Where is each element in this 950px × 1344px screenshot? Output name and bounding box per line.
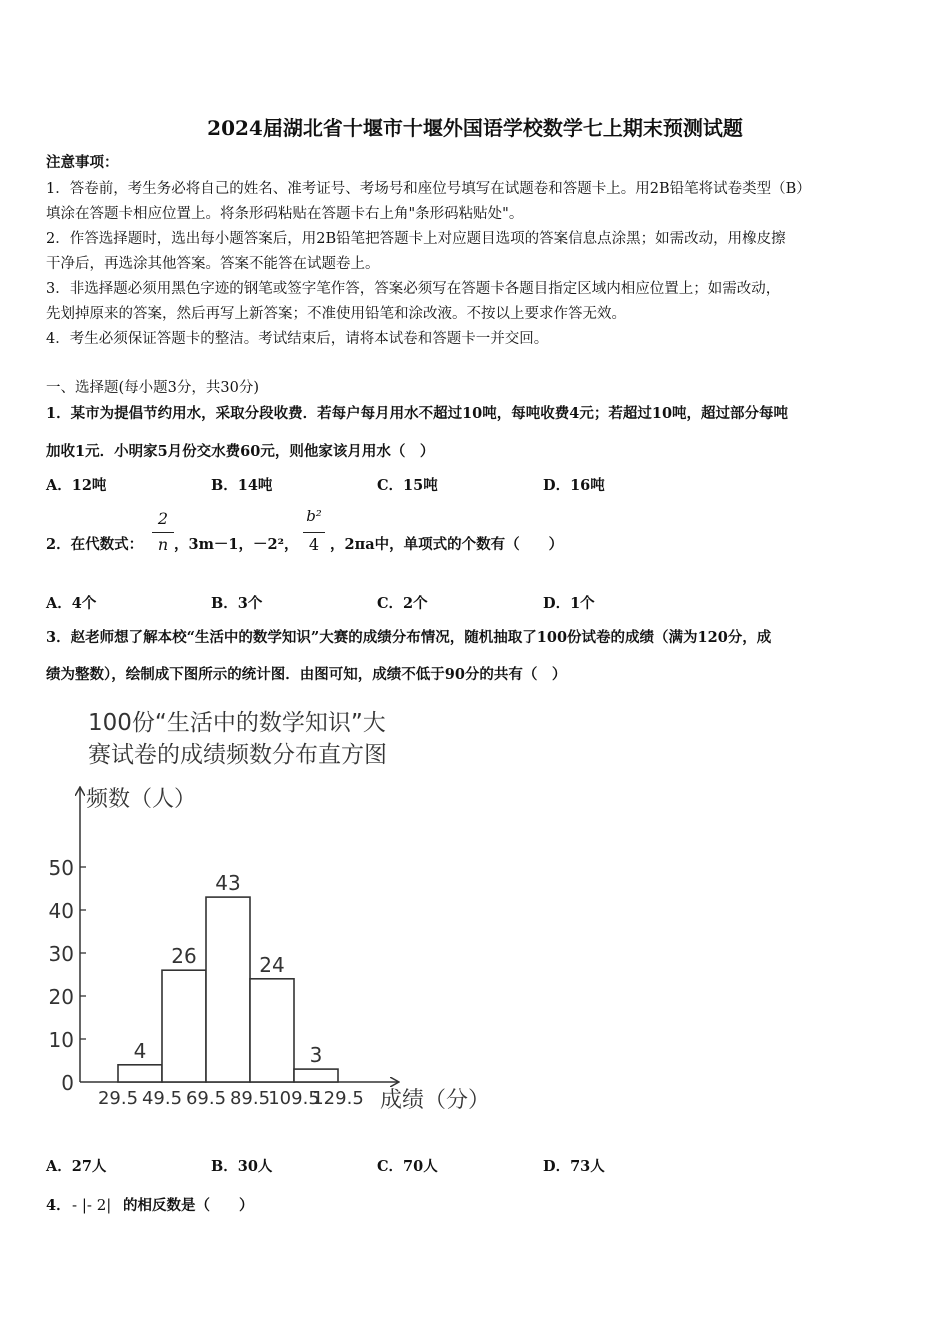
histogram-bar — [206, 897, 250, 1082]
notice-line: 填涂在答题卡相应位置上。将条形码粘贴在答题卡右上角"条形码粘贴处"。 — [46, 206, 524, 222]
histogram-chart — [40, 700, 520, 1120]
fraction-1-bar — [152, 532, 174, 533]
q3-option-c: C．70人 — [377, 1158, 438, 1175]
y-tick-label: 50 — [48, 856, 74, 880]
bar-value-label: 43 — [215, 871, 241, 896]
question-1-line-1: 1．某市为提倡节约用水，采取分段收费．若每户每月用水不超过10吨，每吨收费4元；若超过10吨，超过部分每吨 — [46, 405, 789, 422]
fraction-2-bar — [303, 532, 325, 533]
chart-y-label: 频数（人） — [86, 787, 197, 812]
fraction-2-denominator: 4 — [308, 535, 320, 554]
bar-value-label: 3 — [309, 1043, 323, 1068]
q1-option-c: C．15吨 — [377, 477, 438, 494]
x-tick-label: 109.5 — [268, 1088, 320, 1109]
x-tick-label: 69.5 — [185, 1088, 227, 1109]
question-4-expression: - |- 2| — [72, 1196, 112, 1214]
fraction-1-denominator: n — [157, 535, 169, 554]
q2-option-a: A．4个 — [46, 595, 97, 612]
q2-option-b: B．3个 — [211, 595, 263, 612]
notice-line: 4．考生必须保证答题卡的整洁。考试结束后，请将本试卷和答题卡一并交回。 — [46, 331, 549, 347]
histogram-bar — [162, 970, 206, 1082]
y-tick-label: 10 — [48, 1028, 74, 1052]
q1-option-b: B．14吨 — [211, 477, 273, 494]
chart-title-line-1: 100份“生活中的数学知识”大 — [88, 710, 386, 736]
q2-option-c: C．2个 — [377, 595, 428, 612]
y-tick-label: 30 — [48, 942, 74, 966]
chart-x-label: 成绩（分） — [380, 1088, 491, 1113]
notice-line: 1．答卷前，考生务必将自己的姓名、准考证号、考场号和座位号填写在试题卷和答题卡上。用2B铅笔将试卷类型（B） — [46, 181, 811, 197]
histogram-bar — [118, 1065, 162, 1082]
question-2-mid: ，3m－1，－2²， — [174, 536, 299, 553]
bar-value-label: 4 — [133, 1038, 147, 1063]
question-4-number: 4． — [46, 1197, 71, 1214]
chart-title-line-2: 赛试卷的成绩频数分布直方图 — [88, 742, 387, 768]
q3-option-d: D．73人 — [543, 1158, 605, 1175]
q3-option-b: B．30人 — [211, 1158, 273, 1175]
question-3-line-1: 3．赵老师想了解本校“生活中的数学知识”大赛的成绩分布情况，随机抽取了100份试卷的成绩（满为120分，成 — [46, 629, 772, 646]
q1-option-d: D．16吨 — [543, 477, 605, 494]
question-2-suffix: ，2πa中，单项式的个数有（ ） — [330, 536, 564, 553]
notice-line: 2．作答选择题时，选出每小题答案后，用2B铅笔把答题卡上对应题目选项的答案信息点涂黑；如需改动，用橡皮擦 — [46, 231, 786, 247]
notice-heading: 注意事项： — [46, 154, 119, 171]
question-4-suffix: 的相反数是（ ） — [123, 1197, 254, 1214]
notice-line: 3．非选择题必须用黑色字迹的钢笔或签字笔作答，答案必须写在答题卡各题目指定区域内相应位置上；如需改动， — [46, 281, 781, 297]
notice-line: 先划掉原来的答案，然后再写上新答案；不准使用铅笔和涂改液。不按以上要求作答无效。 — [46, 306, 626, 322]
x-tick-label: 49.5 — [141, 1088, 183, 1109]
q3-option-a: A．27人 — [46, 1158, 107, 1175]
q1-option-a: A．12吨 — [46, 477, 107, 494]
notice-line: 干净后，再选涂其他答案。答案不能答在试题卷上。 — [46, 256, 380, 272]
q2-option-d: D．1个 — [543, 595, 595, 612]
y-tick-label: 20 — [48, 985, 74, 1009]
histogram-bar — [250, 979, 294, 1082]
section-heading: 一、选择题(每小题3分，共30分) — [46, 380, 259, 396]
fraction-2-numerator: b² — [306, 507, 322, 525]
page-title: 2024届湖北省十堰市十堰外国语学校数学七上期末预测试题 — [207, 116, 743, 140]
y-tick-label: 0 — [61, 1071, 74, 1095]
bar-value-label: 26 — [171, 944, 197, 969]
question-2-prefix: 2．在代数式： — [46, 536, 144, 553]
x-tick-label: 129.5 — [312, 1088, 364, 1109]
fraction-1-numerator: 2 — [157, 509, 169, 528]
question-1-line-2: 加收1元．小明家5月份交水费60元，则他家该月用水（ ） — [46, 443, 435, 460]
bar-value-label: 24 — [259, 952, 285, 977]
histogram-bar — [294, 1069, 338, 1082]
y-tick-label: 40 — [48, 899, 74, 923]
x-tick-label: 29.5 — [97, 1088, 139, 1109]
x-tick-label: 89.5 — [229, 1088, 271, 1109]
question-3-line-2: 绩为整数），绘制成下图所示的统计图．由图可知，成绩不低于90分的共有（ ） — [46, 666, 567, 683]
